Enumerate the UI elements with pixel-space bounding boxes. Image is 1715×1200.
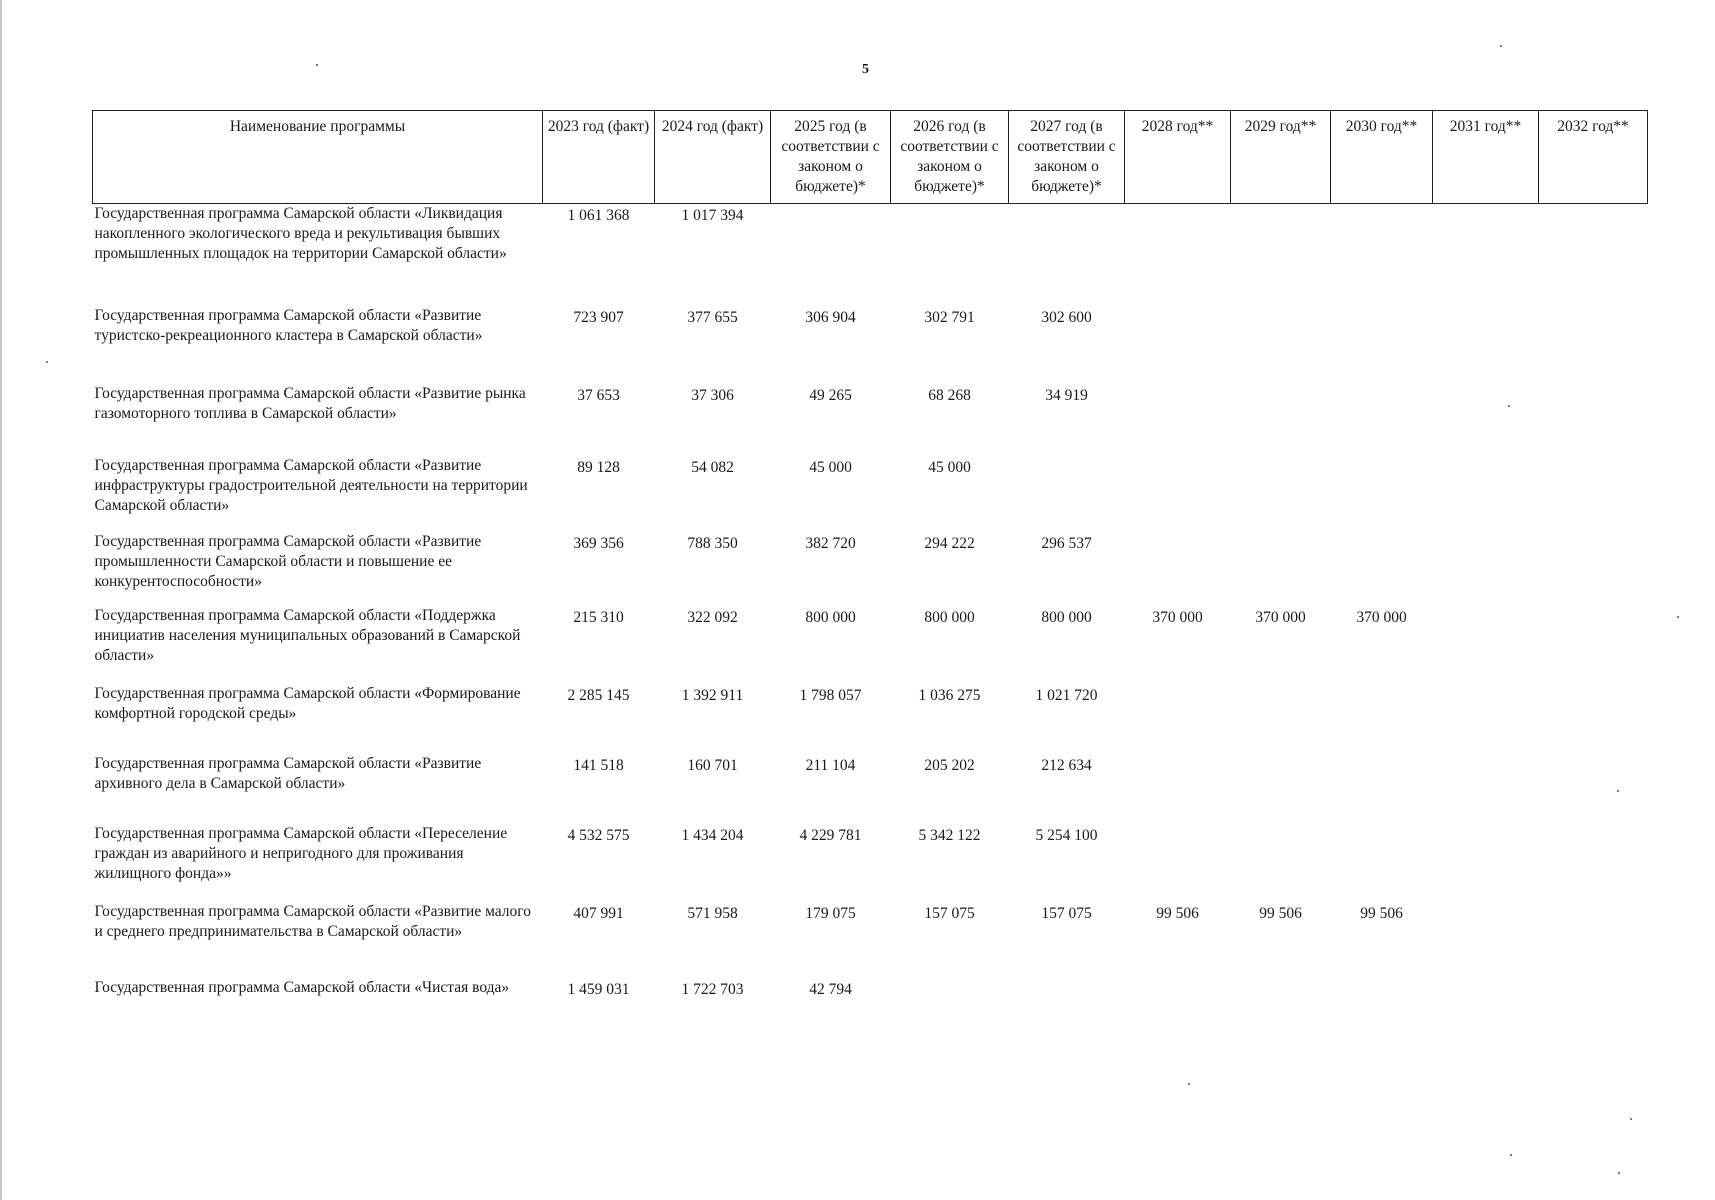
value-cell (771, 204, 891, 306)
header-2029: 2029 год** (1231, 111, 1331, 204)
table-row (93, 456, 1648, 532)
value-cell: 42 794 (809, 980, 852, 998)
header-2032: 2032 год** (1539, 111, 1648, 204)
value-cell (1125, 306, 1231, 384)
value-cell: 4 229 781 (799, 826, 862, 844)
value-cell (1539, 606, 1648, 684)
value-cell: 2 285 145 (567, 686, 630, 704)
value-cell (1433, 204, 1539, 306)
value-cell (1231, 306, 1331, 384)
value-cell (1125, 384, 1231, 456)
value-cell: 1 017 394 (681, 207, 744, 224)
value-cell: 1 459 031 (567, 980, 630, 998)
program-name-cell: Государственная программа Самарской области «Ликвидация накопленного экологического вреда и рекультивация бывших промышленных площадок на территории Самарской области» (94, 205, 507, 262)
scan-speck (1618, 1172, 1620, 1174)
value-cell: 306 904 (805, 308, 856, 326)
value-cell: 1 036 275 (918, 686, 981, 704)
budget-table (92, 110, 1648, 1034)
value-cell: 5 342 122 (918, 826, 981, 844)
value-cell: 302 791 (924, 308, 975, 326)
value-cell: 370 000 (1255, 608, 1306, 626)
value-cell: 1 021 720 (1035, 686, 1098, 704)
value-cell (1539, 978, 1648, 1034)
value-cell (1231, 754, 1331, 824)
value-cell: 1 434 204 (681, 826, 744, 844)
table-row (93, 532, 1648, 606)
value-cell (1331, 978, 1433, 1034)
value-cell (1539, 306, 1648, 384)
value-cell (1539, 902, 1648, 978)
value-cell: 141 518 (573, 756, 624, 774)
value-cell (1125, 204, 1231, 306)
value-cell (1539, 684, 1648, 754)
value-cell (1433, 384, 1539, 456)
value-cell: 370 000 (1152, 608, 1203, 626)
value-cell (1539, 754, 1648, 824)
scan-speck (1677, 616, 1679, 618)
scan-speck (1510, 1154, 1512, 1156)
table-row (93, 902, 1648, 978)
value-cell: 377 655 (687, 308, 738, 326)
value-cell: 89 128 (577, 458, 620, 476)
value-cell: 99 506 (1156, 904, 1199, 922)
scan-speck (46, 361, 48, 363)
value-cell (1433, 456, 1539, 532)
value-cell (1125, 532, 1231, 606)
value-cell (1231, 978, 1331, 1034)
value-cell (1331, 532, 1433, 606)
value-cell (1125, 456, 1231, 532)
value-cell: 211 104 (805, 756, 856, 774)
value-cell (1125, 978, 1231, 1034)
value-cell (1231, 684, 1331, 754)
table-row (93, 606, 1648, 684)
value-cell (1231, 824, 1331, 902)
value-cell (1331, 754, 1433, 824)
value-cell: 99 506 (1360, 904, 1403, 922)
value-cell (1433, 902, 1539, 978)
table-row (93, 684, 1648, 754)
value-cell: 179 075 (805, 904, 856, 922)
value-cell: 157 075 (924, 904, 975, 922)
header-program-name: Наименование программы (93, 111, 543, 204)
value-cell: 215 310 (573, 608, 624, 626)
value-cell: 294 222 (924, 534, 975, 552)
program-name-cell: Государственная программа Самарской области «Развитие рынка газомоторного топлива в Самарской области» (94, 384, 526, 422)
header-2025: 2025 год (в соответствии с законом о бюджете)* (771, 111, 891, 204)
scan-speck (1500, 45, 1502, 47)
value-cell (1125, 824, 1231, 902)
value-cell: 1 392 911 (681, 686, 744, 704)
scan-speck (316, 64, 318, 66)
page-number: 5 (862, 62, 869, 77)
value-cell: 1 798 057 (799, 686, 862, 704)
program-name-cell: Государственная программа Самарской области «Чистая вода» (94, 978, 510, 996)
value-cell: 45 000 (928, 458, 971, 476)
program-name-cell: Государственная программа Самарской области «Развитие архивного дела в Самарской области» (94, 754, 482, 792)
table-row (93, 824, 1648, 902)
table-row (93, 754, 1648, 824)
table-row (93, 306, 1648, 384)
program-name-cell: Государственная программа Самарской области «Развитие промышленности Самарской области и повышение ее конкурентоспособности» (94, 532, 482, 590)
value-cell: 800 000 (805, 608, 856, 626)
program-name-cell: Государственная программа Самарской области «Поддержка инициатив населения муниципальных образований в Самарской области» (94, 606, 521, 664)
header-2023: 2023 год (факт) (543, 111, 655, 204)
value-cell (1231, 456, 1331, 532)
value-cell: 800 000 (1041, 608, 1092, 626)
value-cell: 723 907 (573, 308, 624, 326)
scan-edge-line (0, 0, 2, 1200)
value-cell: 302 600 (1041, 308, 1092, 326)
value-cell: 382 720 (805, 534, 856, 552)
value-cell: 407 991 (573, 904, 624, 922)
value-cell (1331, 824, 1433, 902)
table-header-row (93, 111, 1648, 204)
value-cell (1125, 684, 1231, 754)
value-cell: 37 306 (691, 386, 734, 404)
value-cell (1539, 384, 1648, 456)
value-cell: 5 254 100 (1035, 826, 1098, 844)
value-cell (1009, 204, 1125, 306)
value-cell (891, 204, 1009, 306)
value-cell: 37 653 (577, 386, 620, 404)
header-2026: 2026 год (в соответствии с законом о бюджете)* (891, 111, 1009, 204)
value-cell (1433, 824, 1539, 902)
value-cell (1125, 754, 1231, 824)
value-cell (1539, 456, 1648, 532)
value-cell (1331, 684, 1433, 754)
table-row (93, 204, 1648, 306)
value-cell (1433, 606, 1539, 684)
header-2028: 2028 год** (1125, 111, 1231, 204)
value-cell: 571 958 (687, 904, 738, 922)
value-cell (1539, 824, 1648, 902)
value-cell (1231, 532, 1331, 606)
header-2024: 2024 год (факт) (655, 111, 771, 204)
value-cell: 370 000 (1356, 608, 1407, 626)
value-cell: 369 356 (573, 534, 624, 552)
value-cell: 1 722 703 (681, 980, 744, 998)
value-cell (1433, 978, 1539, 1034)
table-header (93, 111, 1648, 204)
value-cell (891, 978, 1009, 1034)
value-cell: 296 537 (1041, 534, 1092, 552)
value-cell: 54 082 (691, 458, 734, 476)
value-cell (1539, 532, 1648, 606)
value-cell: 99 506 (1259, 904, 1302, 922)
value-cell (1331, 204, 1433, 306)
value-cell (1231, 204, 1331, 306)
value-cell: 800 000 (924, 608, 975, 626)
value-cell: 34 919 (1045, 386, 1088, 404)
header-2027: 2027 год (в соответствии с законом о бюджете)* (1009, 111, 1125, 204)
value-cell: 49 265 (809, 386, 852, 404)
table-row (93, 384, 1648, 456)
value-cell (1539, 204, 1648, 306)
value-cell (1331, 384, 1433, 456)
program-name-cell: Государственная программа Самарской области «Развитие малого и среднего предпринимательства в Самарской области» (94, 902, 531, 940)
value-cell: 4 532 575 (567, 826, 630, 844)
value-cell: 160 701 (687, 756, 738, 774)
header-2030: 2030 год** (1331, 111, 1433, 204)
value-cell: 212 634 (1041, 756, 1092, 774)
program-name-cell: Государственная программа Самарской области «Развитие туристско-рекреационного кластера в Самарской области» (94, 306, 483, 344)
header-2031: 2031 год** (1433, 111, 1539, 204)
value-cell (1009, 456, 1125, 532)
program-name-cell: Государственная программа Самарской области «Переселение граждан из аварийного и непригодного для проживания жилищного фонда»» (94, 824, 508, 882)
scan-speck (1630, 1118, 1632, 1120)
value-cell: 157 075 (1041, 904, 1092, 922)
table-row (93, 978, 1648, 1034)
value-cell (1009, 978, 1125, 1034)
value-cell (1433, 532, 1539, 606)
value-cell: 788 350 (687, 534, 738, 552)
value-cell: 322 092 (687, 608, 738, 626)
value-cell: 1 061 368 (567, 207, 630, 224)
value-cell (1433, 306, 1539, 384)
value-cell (1433, 684, 1539, 754)
value-cell: 68 268 (928, 386, 971, 404)
program-name-cell: Государственная программа Самарской области «Развитие инфраструктуры градостроительной деятельности на территории Самарской области» (94, 456, 528, 514)
program-name-cell: Государственная программа Самарской области «Формирование комфортной городской среды» (94, 684, 521, 722)
table-body (93, 204, 1648, 1034)
scan-speck (1188, 1083, 1190, 1085)
value-cell (1331, 456, 1433, 532)
value-cell: 45 000 (809, 458, 852, 476)
value-cell: 205 202 (924, 756, 975, 774)
value-cell (1231, 384, 1331, 456)
value-cell (1433, 754, 1539, 824)
value-cell (1331, 306, 1433, 384)
